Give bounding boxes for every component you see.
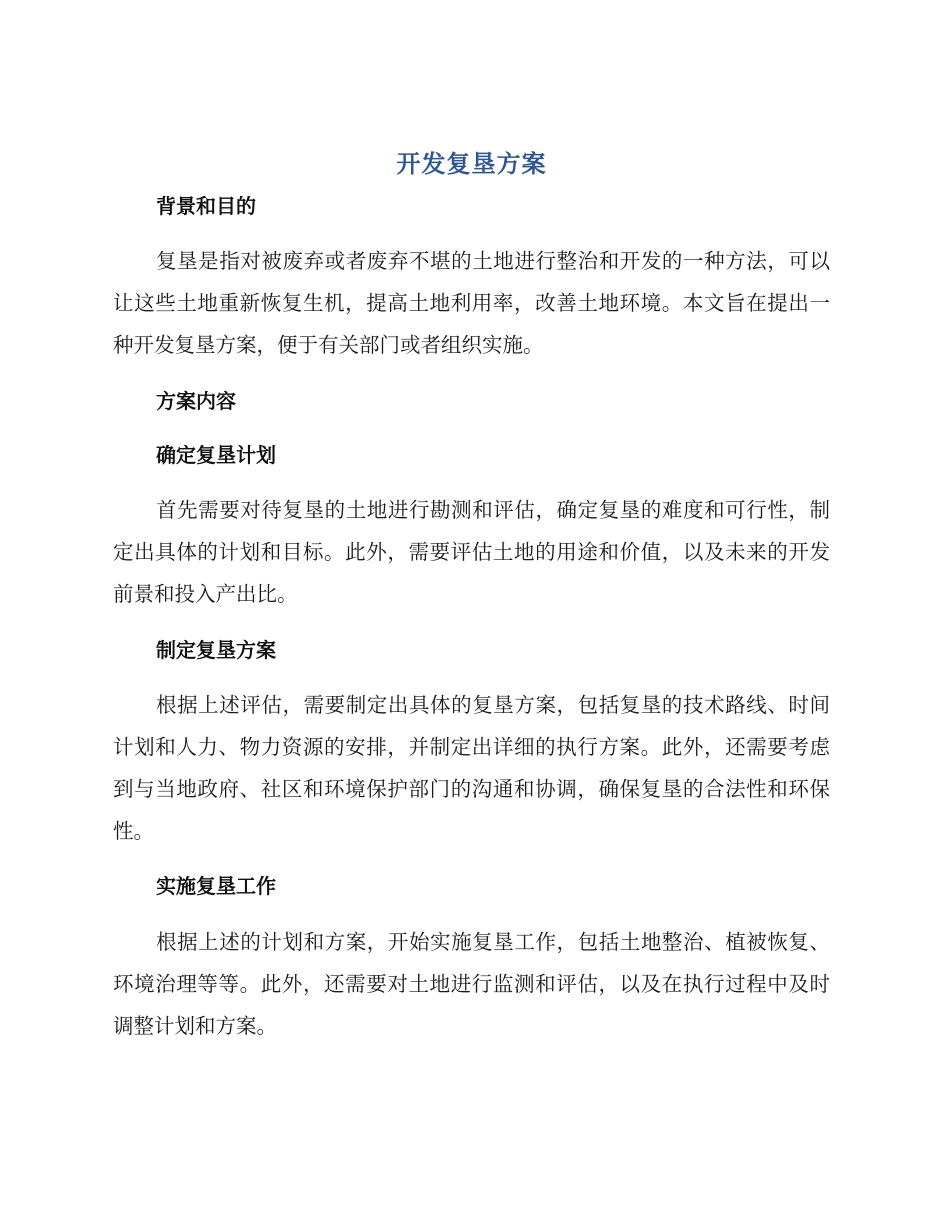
document-title: 开发复垦方案 bbox=[396, 150, 547, 178]
section-paragraph-background: 复垦是指对被废弃或者废弃不堪的土地进行整治和开发的一种方法，可以让这些土地重新恢复生机，提高土地利用率，改善土地环境。本文旨在提出一种开发复垦方案，便于有关部门或者组织实施。 bbox=[113, 249, 830, 357]
section-heading-implementation: 实施复垦工作 bbox=[156, 874, 276, 898]
section-paragraph-plan: 首先需要对待复垦的土地进行勘测和评估，确定复垦的难度和可行性，制定出具体的计划和目标。此外，需要评估土地的用途和价值，以及未来的开发前景和投入产出比。 bbox=[113, 498, 830, 606]
section-paragraph-scheme: 根据上述评估，需要制定出具体的复垦方案，包括复垦的技术路线、时间计划和人力、物力资源的安排，并制定出详细的执行方案。此外，还需要考虑到与当地政府、社区和环境保护部门的沟通和协调，确保复垦的合法性和环保性。 bbox=[113, 693, 830, 843]
section-heading-background: 背景和目的 bbox=[156, 194, 256, 218]
section-heading-scheme: 制定复垦方案 bbox=[156, 638, 276, 662]
section-heading-content: 方案内容 bbox=[156, 389, 236, 413]
section-heading-plan: 确定复垦计划 bbox=[156, 443, 276, 467]
section-paragraph-implementation: 根据上述的计划和方案，开始实施复垦工作，包括土地整治、植被恢复、环境治理等等。此外，还需要对土地进行监测和评估，以及在执行过程中及时调整计划和方案。 bbox=[113, 930, 830, 1038]
